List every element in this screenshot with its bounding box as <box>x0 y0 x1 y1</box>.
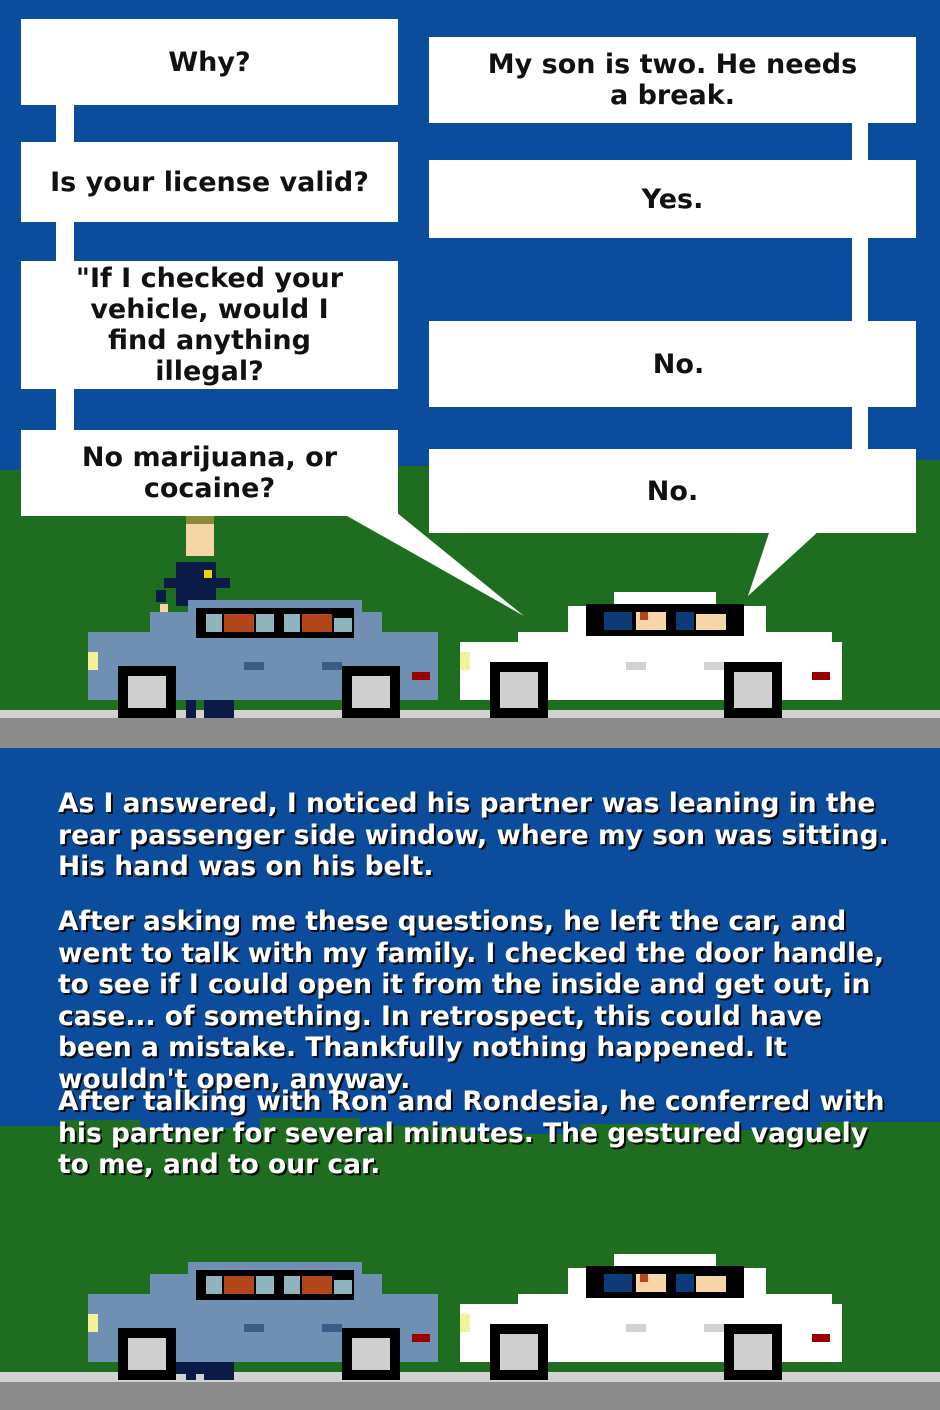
driver-bubble-no-1: No. <box>429 321 916 407</box>
officer-bubble-license: Is your license valid? <box>21 142 398 222</box>
panel2-road <box>0 1382 940 1410</box>
officer-bubble-vehicle: "If I checked your vehicle, would I find anything illegal? <box>21 261 398 389</box>
narration-paragraph-3: After talking with Ron and Rondesia, he conferred with his partner for several minutes. The gestured vaguely to me, and to our car. <box>58 1086 885 1180</box>
narration-paragraph-2: After asking me these questions, he left the car, and went to talk with my family. I checked the door handle, to see if I could open it from the inside and get out, in case... of something. In retrospect, this could have been a mistake. Thankfully nothing happened. It wouldn't open, anyway. <box>58 906 885 1095</box>
panel1-road <box>0 718 940 748</box>
officer-bubble-why: Why? <box>21 19 398 105</box>
driver-bubble-no-2: No. <box>429 449 916 533</box>
officer-bubble-drugs: No marijuana, or cocaine? <box>21 430 398 516</box>
driver-bubble-son: My son is two. He needs a break. <box>429 37 916 123</box>
narration-paragraph-1: As I answered, I noticed his partner was leaning in the rear passenger side window, where my son was sitting. His hand was on his belt. <box>58 788 889 882</box>
driver-bubble-yes: Yes. <box>429 160 916 238</box>
